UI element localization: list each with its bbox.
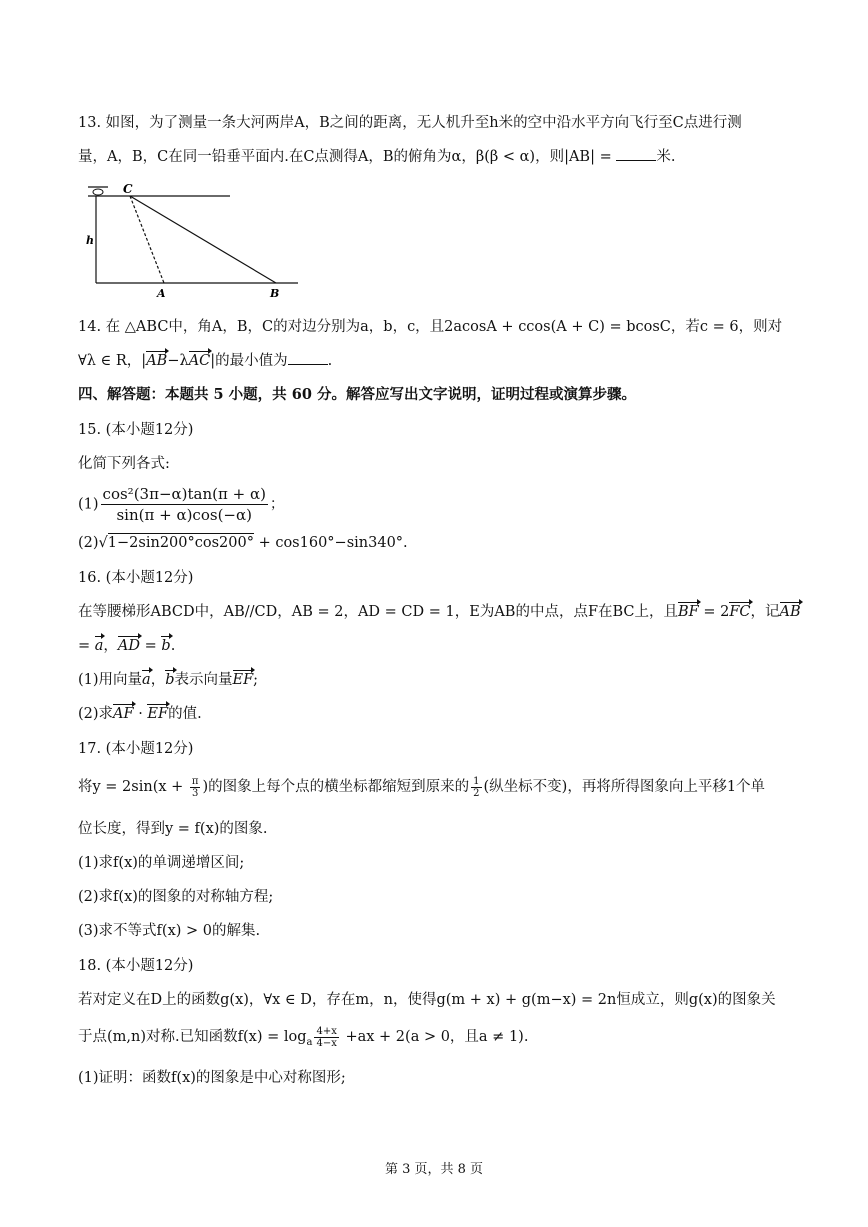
q13-line1: 13. 如图，为了测量一条大河两岸A，B之间的距离，无人机升至h米的空中沿水平方向飞行至C点进行测: [78, 115, 742, 131]
label-c: C: [123, 182, 133, 196]
section-heading: 四、解答题：本题共 5 小题，共 60 分。解答应写出文字说明，证明过程或演算步骤。: [78, 386, 636, 403]
sight-line-a: [130, 196, 164, 283]
q17-line2: 位长度，得到y = f(x)的图象.: [78, 821, 268, 837]
q15-header: 15. (本小题12分): [78, 422, 194, 438]
label-a: A: [157, 287, 166, 300]
q16-header: 16. (本小题12分): [78, 570, 194, 586]
q18-line2: 于点(m,n)对称.已知函数$f(x) = \log_a$ $\frac{4+x}{4-x}$ +ax + 2(a > 0，且a ≠ 1).: [78, 1025, 529, 1049]
q13-figure: [82, 180, 312, 300]
page-footer: 第 3 页，共 8 页: [384, 1162, 484, 1177]
sqrt-icon: √: [98, 535, 108, 551]
q14-line2: ∀λ ∈ R，|AB−λAC|的最小值为 .: [78, 350, 332, 372]
q18-part1: (1)证明：函数f(x)的图象是中心对称图形;: [78, 1070, 346, 1086]
fraction: $\frac{1}{2}$: [473, 775, 480, 799]
answer-blank: [288, 350, 328, 365]
fraction: $\frac{\pi}{3}$: [191, 775, 199, 799]
q16-part2: (2)求AF · EF的值.: [78, 703, 202, 725]
q13-line2: 量，A，B，C在同一铅垂平面内.在C点测得A，B的俯角为α，β(β < α)，则|AB| = 米.: [78, 146, 675, 168]
q17-part3: (3)求不等式f(x) > 0的解集.: [78, 923, 261, 939]
q18-header: 18. (本小题12分): [78, 958, 194, 974]
q15-part2: (2)√1−2sin200°cos200° + cos160°−sin340°.: [78, 535, 408, 551]
answer-blank: [616, 146, 656, 161]
q16-line2: = a，AD = b.: [78, 635, 175, 657]
q17-part1: (1)求f(x)的单调递增区间;: [78, 855, 245, 871]
label-h: h: [86, 234, 94, 247]
label-b: B: [270, 287, 280, 300]
q16-line1: 在等腰梯形ABCD中，AB//CD，AB = 2，AD = CD = 1，E为AB的中点，点F在BC上，且BF = 2FC，记AB: [78, 601, 801, 623]
q15-part1: (1) $\frac{\text{cos²(3π−α)tan(π + α)}}{\sin(\pi + \alpha)\cos(-\alpha)}$ ；: [78, 485, 285, 524]
q16-part1: (1)用向量a，b表示向量EF;: [78, 669, 258, 691]
q15-intro: 化简下列各式:: [78, 456, 170, 472]
q18-line1: 若对定义在D上的函数g(x)，∀x ∈ D，存在m，n，使得g(m + x) + g(m−x) = 2n恒成立，则g(x)的图象关: [78, 992, 776, 1008]
drone-icon: [88, 187, 108, 195]
q14-line1: 14. 在 △ABC中，角A，B，C的对边分别为a，b，c，且2acosA + ccos(A + C) = bcosC，若c = 6，则对: [78, 319, 783, 335]
q17-part2: (2)求f(x)的图象的对称轴方程;: [78, 889, 274, 905]
sight-line-b: [130, 196, 276, 283]
q17-line1: 将y = 2sin(x + $\frac{\pi}{3}$ )的图象上每个点的横坐标都缩短到原来的 $\frac{1}{2}$ (纵坐标不变)，再将所得图象向上平移1个单: [78, 775, 766, 799]
fraction: $\frac{\text{cos²(3π−α)tan(π + α)}}{\sin(\pi + \alpha)\cos(-\alpha)}$: [102, 485, 266, 524]
q17-header: 17. (本小题12分): [78, 741, 194, 757]
fraction: $\frac{4+x}{4-x}$: [316, 1025, 337, 1049]
